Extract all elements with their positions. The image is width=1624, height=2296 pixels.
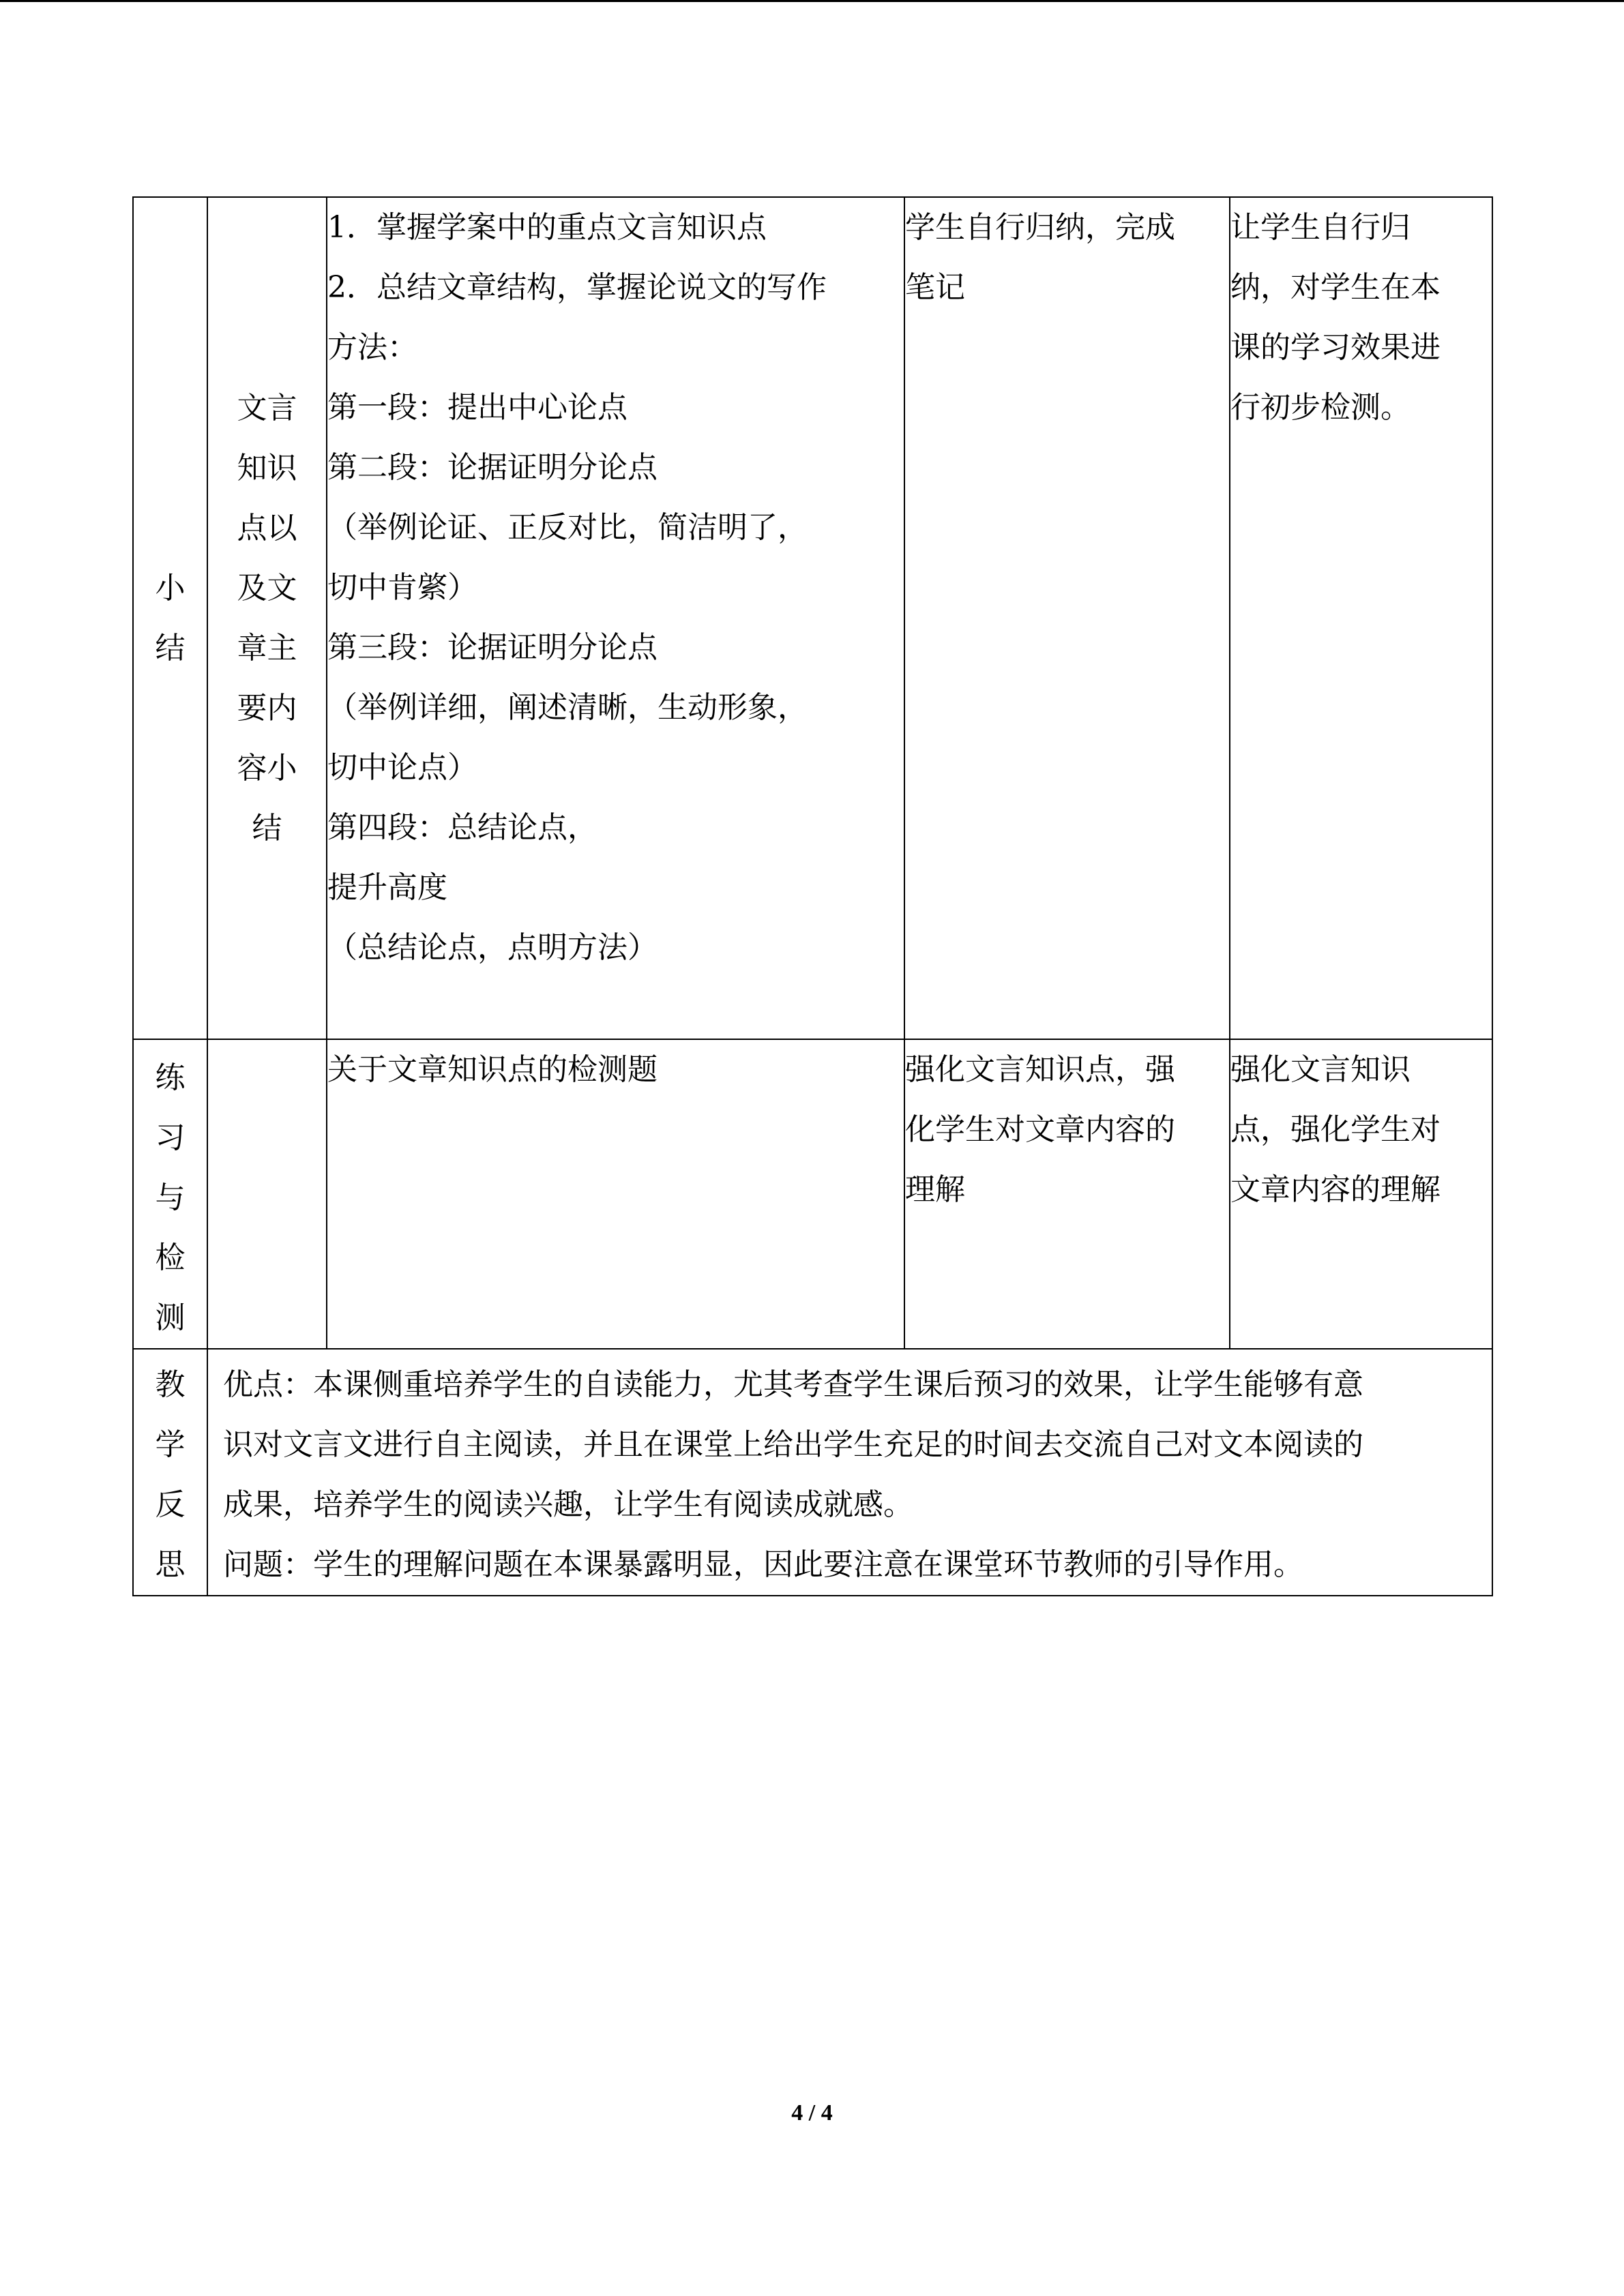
reflection-content	[223, 1355, 1477, 1595]
content-line: （举例详细，阐述清晰，生动形象，	[327, 690, 808, 725]
lesson-plan-table	[132, 196, 1493, 1596]
reflection-line: 问题：学生的理解问题在本课暴露明显，因此要注意在课堂环节教师的引导作用。	[223, 1547, 1303, 1582]
practice-label-cell	[133, 1039, 207, 1349]
summary-sublabel: 文言 知识 点以 及文 章主 要内 容小 结	[237, 390, 297, 846]
practice-student-activity: 强化文言知识点，强 化学生对文章内容的 理解	[905, 1052, 1175, 1207]
practice-row	[133, 1039, 1492, 1349]
summary-student-activity: 学生自行归纳，完成 笔记	[905, 210, 1175, 305]
summary-design-intent: 让学生自行归 纳，对学生在本 课的学习效果进 行初步检测。	[1230, 210, 1441, 425]
reflection-line: 成果，培养学生的阅读兴趣，让学生有阅读成就感。	[223, 1487, 913, 1522]
reflection-label-cell	[133, 1349, 207, 1596]
content-line: 第二段：论据证明分论点	[327, 450, 658, 485]
content-line: 2．总结文章结构，掌握论说文的写作	[327, 270, 827, 305]
practice-design-intent-cell	[1230, 1039, 1492, 1349]
content-line: 第一段：提出中心论点	[327, 390, 628, 425]
top-border-line	[0, 0, 1624, 2]
reflection-line: 识对文言文进行自主阅读，并且在课堂上给出学生充足的时间去交流自己对文本阅读的	[223, 1427, 1363, 1462]
content-line: 第三段：论据证明分论点	[327, 630, 658, 665]
content-line: 提升高度	[327, 870, 447, 905]
summary-sublabel-cell	[207, 197, 327, 1039]
practice-design-intent: 强化文言知识 点，强化学生对 文章内容的理解	[1230, 1052, 1441, 1207]
content-line: 切中肯綮）	[327, 570, 477, 605]
reflection-line: 优点：本课侧重培养学生的自读能力，尤其考查学生课后预习的效果，让学生能够有意	[223, 1367, 1363, 1402]
summary-label: 小 结	[155, 570, 186, 666]
summary-row	[133, 197, 1492, 1039]
practice-student-activity-cell	[904, 1039, 1230, 1349]
practice-content-cell	[327, 1039, 904, 1349]
summary-content-cell	[327, 197, 904, 1039]
page-number: 4 / 4	[791, 2100, 833, 2126]
practice-label: 练 习 与 检 测	[155, 1060, 186, 1335]
content-line: 1．掌握学案中的重点文言知识点	[327, 210, 767, 245]
reflection-row	[133, 1349, 1492, 1596]
reflection-content-cell	[207, 1349, 1492, 1596]
practice-sublabel-cell	[207, 1039, 327, 1349]
content-line: 方法：	[327, 330, 417, 365]
content-line: 切中论点）	[327, 750, 477, 785]
summary-design-intent-cell	[1230, 197, 1492, 1039]
content-line: （举例论证、正反对比，简洁明了，	[327, 510, 808, 545]
practice-content: 关于文章知识点的检测题	[327, 1052, 658, 1087]
content-line: （总结论点，点明方法）	[327, 930, 658, 965]
summary-label-cell	[133, 197, 207, 1039]
summary-student-activity-cell	[904, 197, 1230, 1039]
summary-content	[327, 198, 904, 978]
reflection-label: 教 学 反 思	[155, 1367, 186, 1582]
content-line: 第四段：总结论点，	[327, 810, 597, 845]
